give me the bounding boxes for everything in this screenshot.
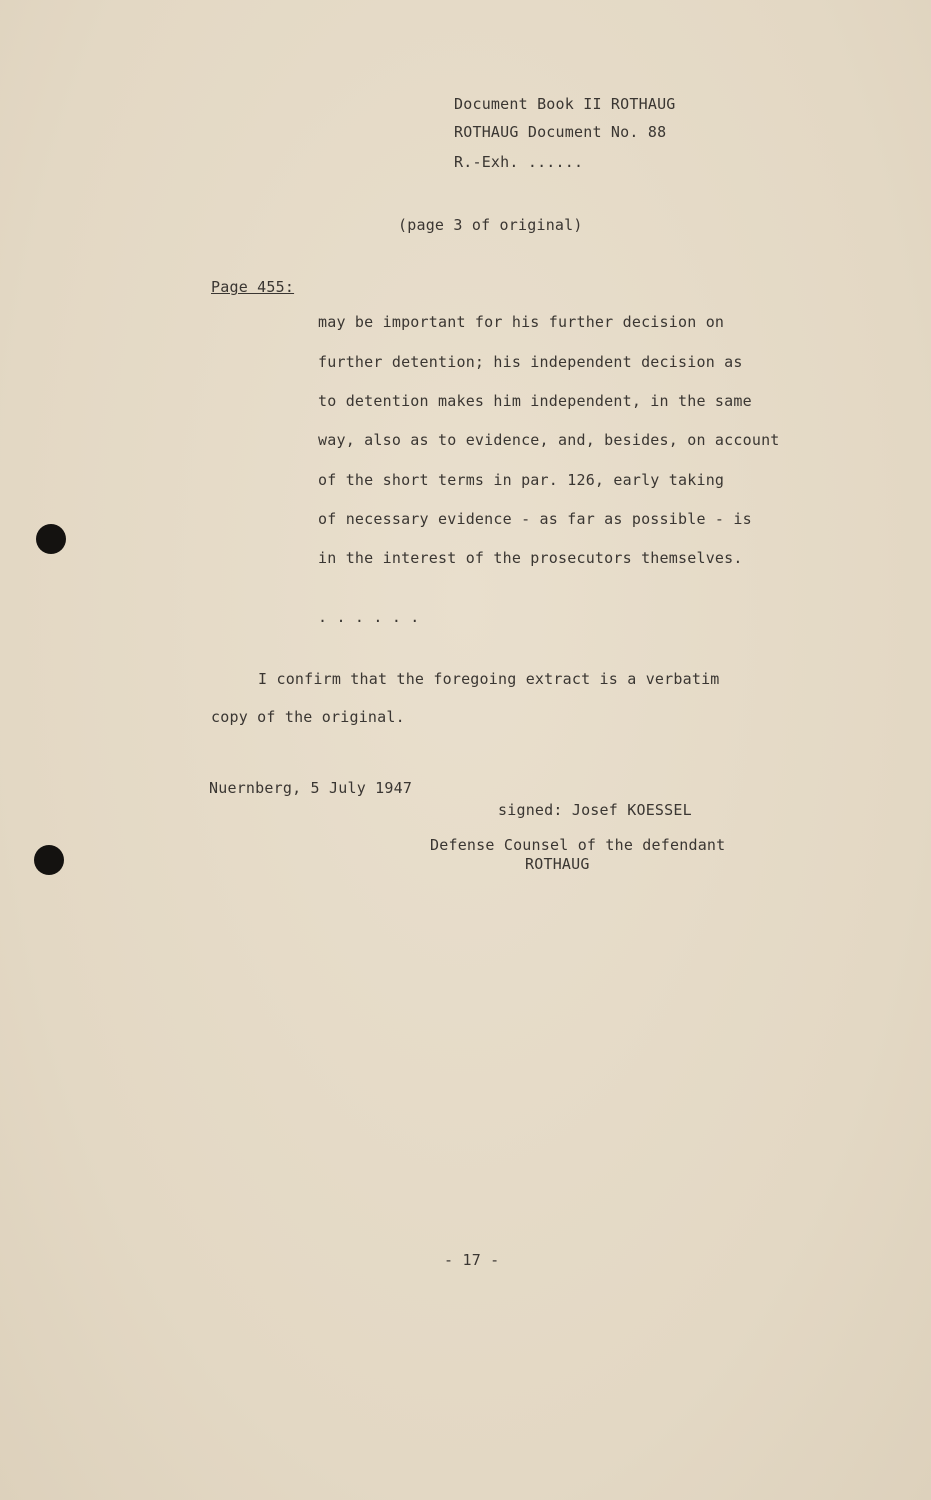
body-line-3: to detention makes him independent, in the same (318, 392, 752, 410)
page-note: (page 3 of original) (398, 216, 583, 234)
ellipsis: . . . . . . (318, 608, 420, 626)
header-line-1: Document Book II ROTHAUG (454, 95, 676, 113)
body-line-2: further detention; his independent decision as (318, 353, 743, 371)
confirm-line-1: I confirm that the foregoing extract is a verbatim (258, 670, 720, 688)
body-line-7: in the interest of the prosecutors themselves. (318, 549, 743, 567)
body-line-6: of necessary evidence - as far as possible - is (318, 510, 752, 528)
punch-hole-bottom (34, 845, 64, 875)
section-label: Page 455: (211, 278, 295, 296)
confirm-line-2: copy of the original. (211, 708, 405, 726)
place-date: Nuernberg, 5 July 1947 (209, 779, 413, 797)
signature-line: signed: Josef KOESSEL (498, 801, 692, 819)
body-line-1: may be important for his further decision on (318, 313, 725, 331)
counsel-line-2: ROTHAUG (525, 855, 590, 873)
body-line-5: of the short terms in par. 126, early taking (318, 471, 725, 489)
counsel-line-1: Defense Counsel of the defendant (430, 836, 726, 854)
header-line-3: R.-Exh. ...... (454, 153, 584, 171)
punch-hole-top (36, 524, 66, 554)
body-line-4: way, also as to evidence, and, besides, on account (318, 431, 780, 449)
header-line-2: ROTHAUG Document No. 88 (454, 123, 667, 141)
page-number: - 17 - (444, 1251, 500, 1269)
